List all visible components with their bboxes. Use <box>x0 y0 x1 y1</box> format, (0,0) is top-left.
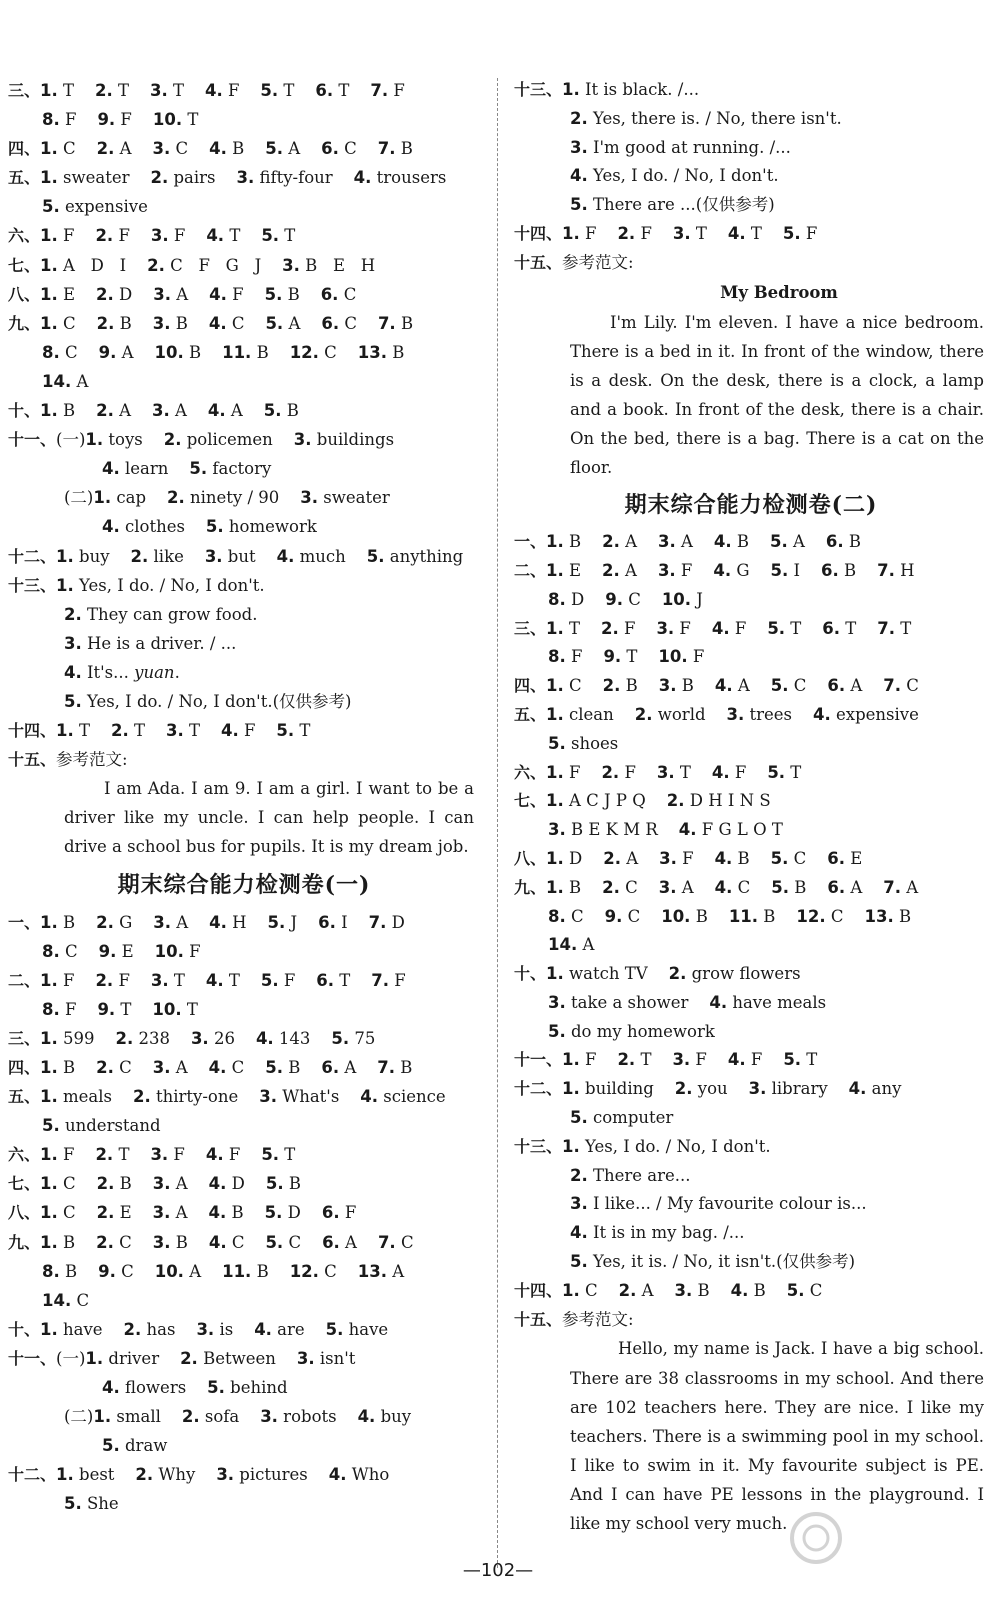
answer-line <box>514 1248 988 1277</box>
question-number: 四、 <box>514 676 547 696</box>
question-number: 九、 <box>8 1232 41 1252</box>
answer-line <box>8 571 480 600</box>
answer-line <box>8 309 480 338</box>
answer-line <box>514 730 988 759</box>
answer-line <box>8 716 480 745</box>
answer-text: 4. clothes 5. homework <box>102 517 317 537</box>
question-number: 十三、 <box>514 80 563 99</box>
question-number: 十一、 <box>514 1050 563 1070</box>
answer-line <box>514 903 988 932</box>
answer-text: 4. Yes, I do. / No, I don't. <box>570 166 779 186</box>
answer-line <box>514 1104 988 1133</box>
answer-line <box>8 658 480 687</box>
answer-text: 1. sweater 2. pairs 3. fifty-four 4. trousers <box>40 168 447 188</box>
answer-text: 3. B E K M R 4. F G L O T <box>548 820 783 840</box>
column-divider <box>497 78 498 1568</box>
answer-line <box>514 701 988 730</box>
answer-text: 1. F 2. F 3. T 4. T 5. F 6. T 7. F <box>40 970 406 990</box>
question-number: 十、 <box>514 964 547 984</box>
answer-line <box>514 759 988 788</box>
answer-text: 1. buy 2. like 3. but 4. much 5. anything <box>56 546 464 566</box>
answer-text: 1. B 2. C 3. B 4. C 5. C 6. A 7. C <box>40 1232 414 1252</box>
question-number: 四、 <box>8 1058 41 1077</box>
question-number: 五、 <box>514 704 547 724</box>
answer-line <box>8 1402 480 1431</box>
answer-line <box>8 1257 480 1286</box>
question-number: 十二、 <box>8 1465 57 1485</box>
answer-text: 4. learn 5. factory <box>102 459 272 479</box>
answer-line <box>8 105 480 134</box>
essay-right-text: I'm Lily. I'm eleven. I have a nice bedroom. There is a bed in it. In front of the window, there is a desk. On the desk, there is a clock, a lamp and a book. In front of the desk, there is a chair. On the bed, there is a bag. There is a cat on the floor. <box>570 312 984 478</box>
answer-text: 5. do my homework <box>548 1021 715 1041</box>
answer-text: 1. D 2. A 3. F 4. B 5. C 6. E <box>546 848 863 868</box>
answer-line <box>8 192 480 221</box>
answer-text: 3. I'm good at running. /... <box>570 137 791 157</box>
question-number: 八、 <box>8 1203 41 1223</box>
answer-text: 1. watch TV 2. grow flowers <box>546 964 801 984</box>
question-number: 十五、 <box>514 252 563 272</box>
answer-line <box>514 989 988 1018</box>
watermark-logo <box>786 1508 986 1568</box>
answer-line <box>514 960 988 989</box>
question-number: 四、 <box>8 139 41 159</box>
answer-text: 1. best 2. Why 3. pictures 4. Who <box>56 1465 390 1485</box>
answer-text: 3. take a shower 4. have meals <box>548 992 827 1012</box>
question-number: 九、 <box>8 313 41 333</box>
answer-line <box>514 1075 988 1104</box>
question-number: 二、 <box>8 970 41 990</box>
answer-line <box>514 1306 988 1335</box>
answer-text: 5. understand <box>42 1116 161 1136</box>
answer-line <box>8 338 480 367</box>
answer-text: 1. C 2. B 3. B 4. C 5. A 6. C 7. B <box>40 313 414 333</box>
answer-text: 5. draw <box>102 1436 168 1456</box>
question-number: 九、 <box>514 877 547 897</box>
answer-text: 1. 599 2. 238 3. 26 4. 143 5. 75 <box>40 1028 376 1048</box>
answer-line <box>8 1053 480 1082</box>
answer-text: 1. B 2. G 3. A 4. H 5. J 6. I 7. D <box>40 912 405 932</box>
answer-text: 1. T 2. T 3. T 4. F 5. T 6. T 7. F <box>40 81 405 100</box>
answer-line <box>8 1431 480 1460</box>
answer-text: 8. F 9. T 10. F <box>548 647 705 667</box>
answer-text: 1. F 2. F 3. T 4. F 5. T <box>546 762 802 782</box>
answer-line <box>8 745 480 774</box>
answer-line <box>8 1198 480 1227</box>
answer-text: 1. C 2. B 3. A 4. D 5. B <box>40 1174 301 1194</box>
question-number: 十二、 <box>8 546 57 566</box>
answer-line <box>514 1046 988 1075</box>
answer-line <box>514 191 988 220</box>
answer-text: (二)1. cap 2. ninety / 90 3. sweater <box>64 488 390 508</box>
answer-line <box>8 1373 480 1402</box>
answer-text: 1. Yes, I do. / No, I don't. <box>56 575 265 595</box>
answer-line <box>514 874 988 903</box>
answer-text: 2. They can grow food. <box>64 604 258 624</box>
answer-line <box>8 908 480 937</box>
answer-text: 8. C 9. C 10. B 11. B 12. C 13. B <box>548 906 912 926</box>
left-answer-list-2 <box>8 908 480 1519</box>
question-number: 十、 <box>8 401 41 421</box>
answer-line <box>514 162 988 191</box>
answer-text: 3. I like... / My favourite colour is... <box>570 1194 867 1214</box>
answer-line <box>8 1024 480 1053</box>
answer-line <box>8 1169 480 1198</box>
answer-text: 2. Yes, there is. / No, there isn't. <box>570 108 842 128</box>
answer-text: 14. A <box>42 371 89 391</box>
answer-text: 5. She <box>64 1494 119 1514</box>
answer-text: 1. E 2. A 3. F 4. G 5. I 6. B 7. H <box>546 560 915 580</box>
answer-line <box>8 1286 480 1315</box>
question-number: 十三、 <box>514 1136 563 1156</box>
answer-line <box>8 1344 480 1373</box>
answer-text: 1. T 2. F 3. F 4. F 5. T 6. T 7. T <box>546 618 912 638</box>
left-answer-list-1 <box>8 76 480 774</box>
answer-line <box>514 1190 988 1219</box>
answer-text: 1. F 2. F 3. F 4. T 5. T <box>40 226 296 246</box>
answer-line <box>8 221 480 250</box>
answer-line <box>8 367 480 396</box>
right-column <box>514 76 988 1538</box>
page-number: —102— <box>462 1560 534 1581</box>
answer-text: 5. shoes <box>548 733 619 753</box>
answer-line <box>514 615 988 644</box>
answer-text: 1. F 2. T 3. F 4. F 5. T <box>40 1145 296 1165</box>
question-number: 六、 <box>514 762 547 782</box>
question-number: 七、 <box>514 791 547 811</box>
answer-line <box>8 396 480 425</box>
question-number: 十一、 <box>8 430 57 450</box>
answer-line <box>8 454 480 483</box>
answer-line <box>514 528 988 557</box>
answer-text: 1. F 2. F 3. T 4. T 5. F <box>562 223 818 243</box>
answer-line <box>8 687 480 716</box>
answer-text: 1. B 2. C 3. A 4. C 5. B 6. A 7. A <box>546 877 919 897</box>
answer-line <box>8 1489 480 1518</box>
answer-line <box>514 1277 988 1306</box>
answer-line <box>514 845 988 874</box>
answer-line <box>514 1018 988 1047</box>
answer-text: 1. F 2. T 3. F 4. F 5. T <box>562 1050 818 1070</box>
answer-text: 4. It's... yuan. <box>64 662 180 682</box>
answer-text: 1. A D I 2. C F G J 3. B E H <box>40 255 376 275</box>
question-number: 十五、 <box>8 750 57 770</box>
answer-line <box>8 937 480 966</box>
answer-line <box>514 220 988 249</box>
right-answer-list-1 <box>514 76 988 278</box>
answer-text: (一)1. toys 2. policemen 3. buildings <box>56 430 395 450</box>
answer-line <box>8 1140 480 1169</box>
question-number: 五、 <box>8 168 41 188</box>
answer-text: 2. There are... <box>570 1165 691 1185</box>
answer-text: 5. There are ...(仅供参考) <box>570 195 775 215</box>
answer-text: (一)1. driver 2. Between 3. isn't <box>56 1348 356 1368</box>
answer-line <box>514 931 988 960</box>
answer-line <box>514 76 988 105</box>
question-number: 三、 <box>514 618 547 638</box>
section-title-2: 期末综合能力检测卷(二) <box>624 492 878 519</box>
answer-line <box>8 76 480 105</box>
question-number: 十、 <box>8 1319 41 1339</box>
answer-text: 1. C 2. E 3. A 4. B 5. D 6. F <box>40 1203 357 1223</box>
answer-text: 5. Yes, I do. / No, I don't.(仅供参考) <box>64 691 352 711</box>
answer-text: 5. expensive <box>42 197 148 217</box>
question-number: 七、 <box>8 1174 41 1194</box>
answer-line <box>514 134 988 163</box>
answer-line <box>8 1315 480 1344</box>
answer-text: 4. flowers 5. behind <box>102 1378 288 1398</box>
right-answer-list-2 <box>514 528 988 1334</box>
answer-text: 8. F 9. T 10. T <box>42 999 198 1019</box>
answer-line <box>514 249 988 278</box>
answer-line <box>8 425 480 454</box>
answer-text: 1. C 2. A 3. C 4. B 5. A 6. C 7. B <box>40 139 413 159</box>
question-number: 二、 <box>514 560 547 580</box>
answer-text: 参考范文: <box>56 750 128 770</box>
answer-line <box>514 557 988 586</box>
answer-line <box>8 483 480 512</box>
answer-line <box>8 163 480 192</box>
essay-left-text: I am Ada. I am 9. I am a girl. I want to be a driver like my uncle. I can help people. I can drive a school bus for pupils. It is my dream job. <box>64 779 474 857</box>
answer-line <box>514 816 988 845</box>
answer-line <box>8 600 480 629</box>
question-number: 八、 <box>8 284 41 304</box>
answer-line <box>8 280 480 309</box>
question-number: 三、 <box>8 1028 41 1048</box>
answer-text: 1. B 2. C 3. A 4. C 5. B 6. A 7. B <box>40 1058 413 1077</box>
question-number: 五、 <box>8 1087 41 1107</box>
answer-text: 1. Yes, I do. / No, I don't. <box>562 1136 771 1156</box>
answer-text: 1. It is black. /... <box>562 80 700 99</box>
answer-text: 4. It is in my bag. /... <box>570 1223 745 1243</box>
answer-text: 参考范文: <box>562 1309 634 1329</box>
question-number: 七、 <box>8 255 41 275</box>
question-number: 六、 <box>8 1145 41 1165</box>
section-title-1: 期末综合能力检测卷(一) <box>117 871 371 898</box>
question-number: 一、 <box>514 532 547 552</box>
answer-text: 1. building 2. you 3. library 4. any <box>562 1079 902 1099</box>
watermark-icon <box>786 1508 986 1568</box>
answer-text: 1. E 2. D 3. A 4. F 5. B 6. C <box>40 284 357 304</box>
answer-line <box>8 1111 480 1140</box>
question-number: 十四、 <box>514 223 563 243</box>
answer-line <box>8 542 480 571</box>
left-column <box>8 76 480 1519</box>
answer-line <box>514 672 988 701</box>
question-number: 十四、 <box>514 1280 563 1300</box>
answer-line <box>514 586 988 615</box>
question-number: 八、 <box>514 848 547 868</box>
answer-line <box>8 134 480 163</box>
answer-text: 1. C 2. A 3. B 4. B 5. C <box>562 1280 823 1300</box>
essay-right <box>514 308 988 483</box>
answer-text: 1. B 2. A 3. A 4. B 5. A 6. B <box>546 532 862 552</box>
answer-line <box>514 787 988 816</box>
answer-line <box>8 1228 480 1257</box>
question-number: 三、 <box>8 81 41 100</box>
answer-text: 8. C 9. A 10. B 11. B 12. C 13. B <box>42 342 405 362</box>
answer-text: 1. B 2. A 3. A 4. A 5. B <box>40 401 299 421</box>
answer-line <box>8 512 480 541</box>
answer-line <box>8 995 480 1024</box>
answer-text: 8. D 9. C 10. J <box>548 589 703 609</box>
answer-text: 14. C <box>42 1290 90 1310</box>
answer-text: 1. A C J P Q 2. D H I N S <box>546 791 771 811</box>
question-number: 十三、 <box>8 575 57 595</box>
answer-line <box>8 629 480 658</box>
answer-line <box>8 966 480 995</box>
answer-text: 8. C 9. E 10. F <box>42 941 201 961</box>
question-number: 十一、 <box>8 1348 57 1368</box>
answer-text: 8. B 9. C 10. A 11. B 12. C 13. A <box>42 1261 405 1281</box>
question-number: 十四、 <box>8 721 57 741</box>
answer-text: 1. C 2. B 3. B 4. A 5. C 6. A 7. C <box>546 676 919 696</box>
answer-text: 3. He is a driver. / ... <box>64 633 237 653</box>
answer-text: 1. have 2. has 3. is 4. are 5. have <box>40 1319 389 1339</box>
essay-right-title: My Bedroom <box>720 282 838 302</box>
answer-line <box>8 1082 480 1111</box>
answer-text: 14. A <box>548 935 595 955</box>
answer-text: 1. clean 2. world 3. trees 4. expensive <box>546 704 919 724</box>
answer-text: 1. meals 2. thirty-one 3. What's 4. science <box>40 1087 446 1107</box>
question-number: 十五、 <box>514 1309 563 1329</box>
answer-text: 8. F 9. F 10. T <box>42 110 199 130</box>
question-number: 六、 <box>8 226 41 246</box>
answer-line <box>514 643 988 672</box>
essay-right-2-text: Hello, my name is Jack. I have a big school. There are 38 classrooms in my school. And there are 102 teachers here. They are nice. I like my teachers. There is a swimming pool in my school. I like to swim in it. My favourite subject is PE. And I can have PE lessons in the playground. I like my school very much. <box>570 1339 984 1534</box>
answer-line <box>514 1162 988 1191</box>
essay-left <box>8 774 480 861</box>
answer-text: 参考范文: <box>562 252 634 272</box>
answer-line <box>8 251 480 280</box>
question-number: 一、 <box>8 912 41 932</box>
answer-text: (二)1. small 2. sofa 3. robots 4. buy <box>64 1407 412 1427</box>
answer-line <box>514 105 988 134</box>
answer-line <box>514 1133 988 1162</box>
question-number: 十二、 <box>514 1079 563 1099</box>
answer-text: 1. T 2. T 3. T 4. F 5. T <box>56 721 311 741</box>
answer-line <box>514 1219 988 1248</box>
answer-text: 5. Yes, it is. / No, it isn't.(仅供参考) <box>570 1252 856 1272</box>
answer-line <box>8 1460 480 1489</box>
answer-text: 5. computer <box>570 1108 674 1128</box>
